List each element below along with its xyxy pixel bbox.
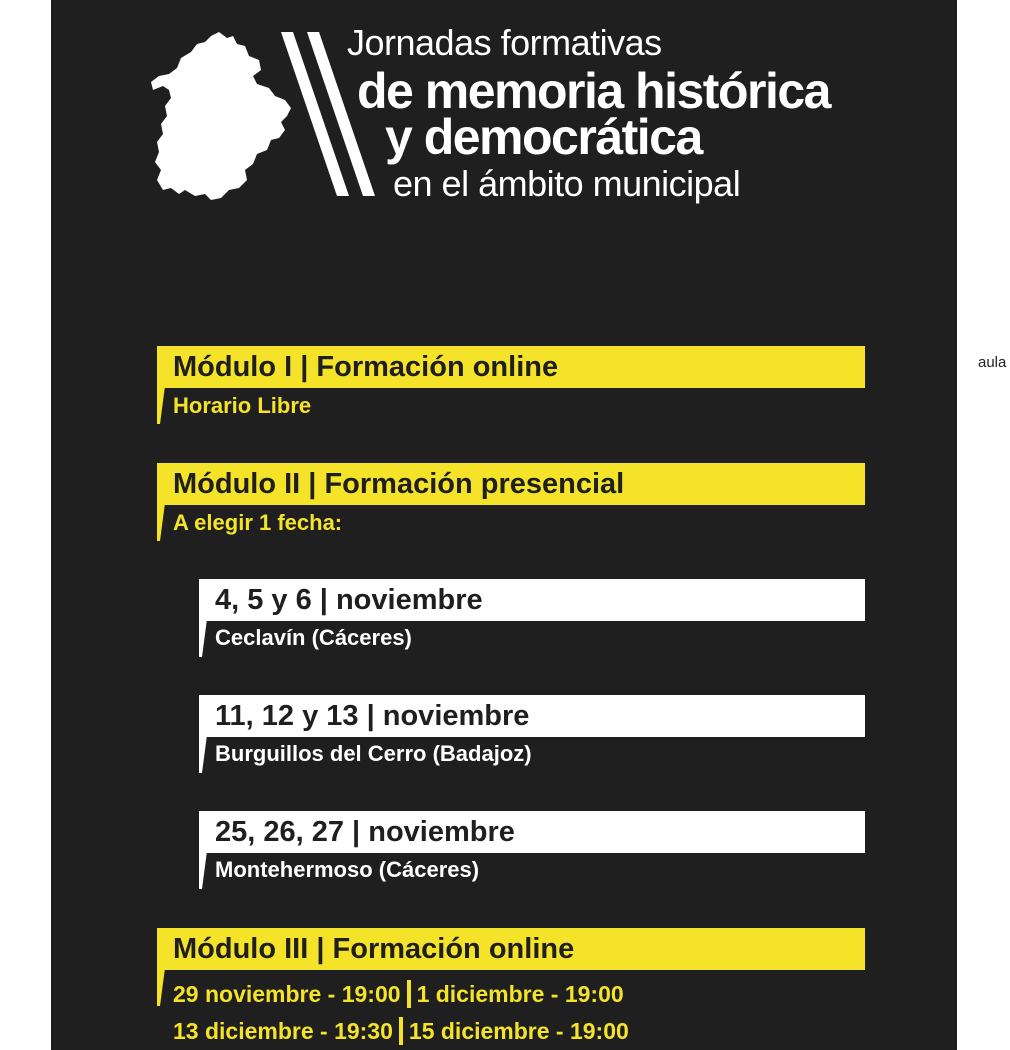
module-2-title: Módulo II | Formación presencial (157, 463, 865, 505)
side-note-text: aula (978, 354, 1007, 371)
module-2-subtitle: A elegir 1 fecha: (173, 510, 343, 535)
schedule-slot: 1 diciembre - 19:00 (416, 981, 624, 1007)
schedule-separator (407, 980, 411, 1008)
session-3-dates: 25, 26, 27 | noviembre (199, 811, 865, 853)
module-2-tick (157, 503, 165, 541)
session-1-dates: 4, 5 y 6 | noviembre (199, 579, 865, 621)
module-1-subtitle: Horario Libre (173, 393, 312, 418)
title-line-3: y democrática (385, 109, 702, 165)
title-line-4: en el ámbito municipal (393, 163, 741, 204)
schedule-separator (399, 1017, 403, 1045)
schedule-slot: 13 diciembre - 19:30 (173, 1018, 393, 1044)
title-line-1: Jornadas formativas (347, 22, 662, 63)
title-line-2: de memoria histórica (357, 63, 830, 119)
session-3-place: Montehermoso (Cáceres) (215, 857, 480, 882)
poster (51, 0, 957, 1050)
module-1-title: Módulo I | Formación online (157, 346, 865, 388)
session-2-dates: 11, 12 y 13 | noviembre (199, 695, 865, 737)
schedule-slot: 29 noviembre - 19:00 (173, 981, 401, 1007)
session-2-place: Burguillos del Cerro (Badajoz) (215, 741, 532, 766)
module-3-title: Módulo III | Formación online (157, 928, 865, 970)
online-schedule-row-2 (173, 1017, 629, 1045)
module-1-tick (157, 386, 165, 424)
session-1-place: Ceclavín (Cáceres) (215, 625, 412, 650)
module-3-tick (157, 968, 165, 1006)
session-3-tick (199, 851, 207, 889)
session-1-tick (199, 619, 207, 657)
session-2-tick (199, 735, 207, 773)
schedule-slot: 15 diciembre - 19:00 (408, 1018, 629, 1044)
extremadura-map-icon (149, 30, 297, 202)
online-schedule-row-1 (173, 980, 624, 1008)
